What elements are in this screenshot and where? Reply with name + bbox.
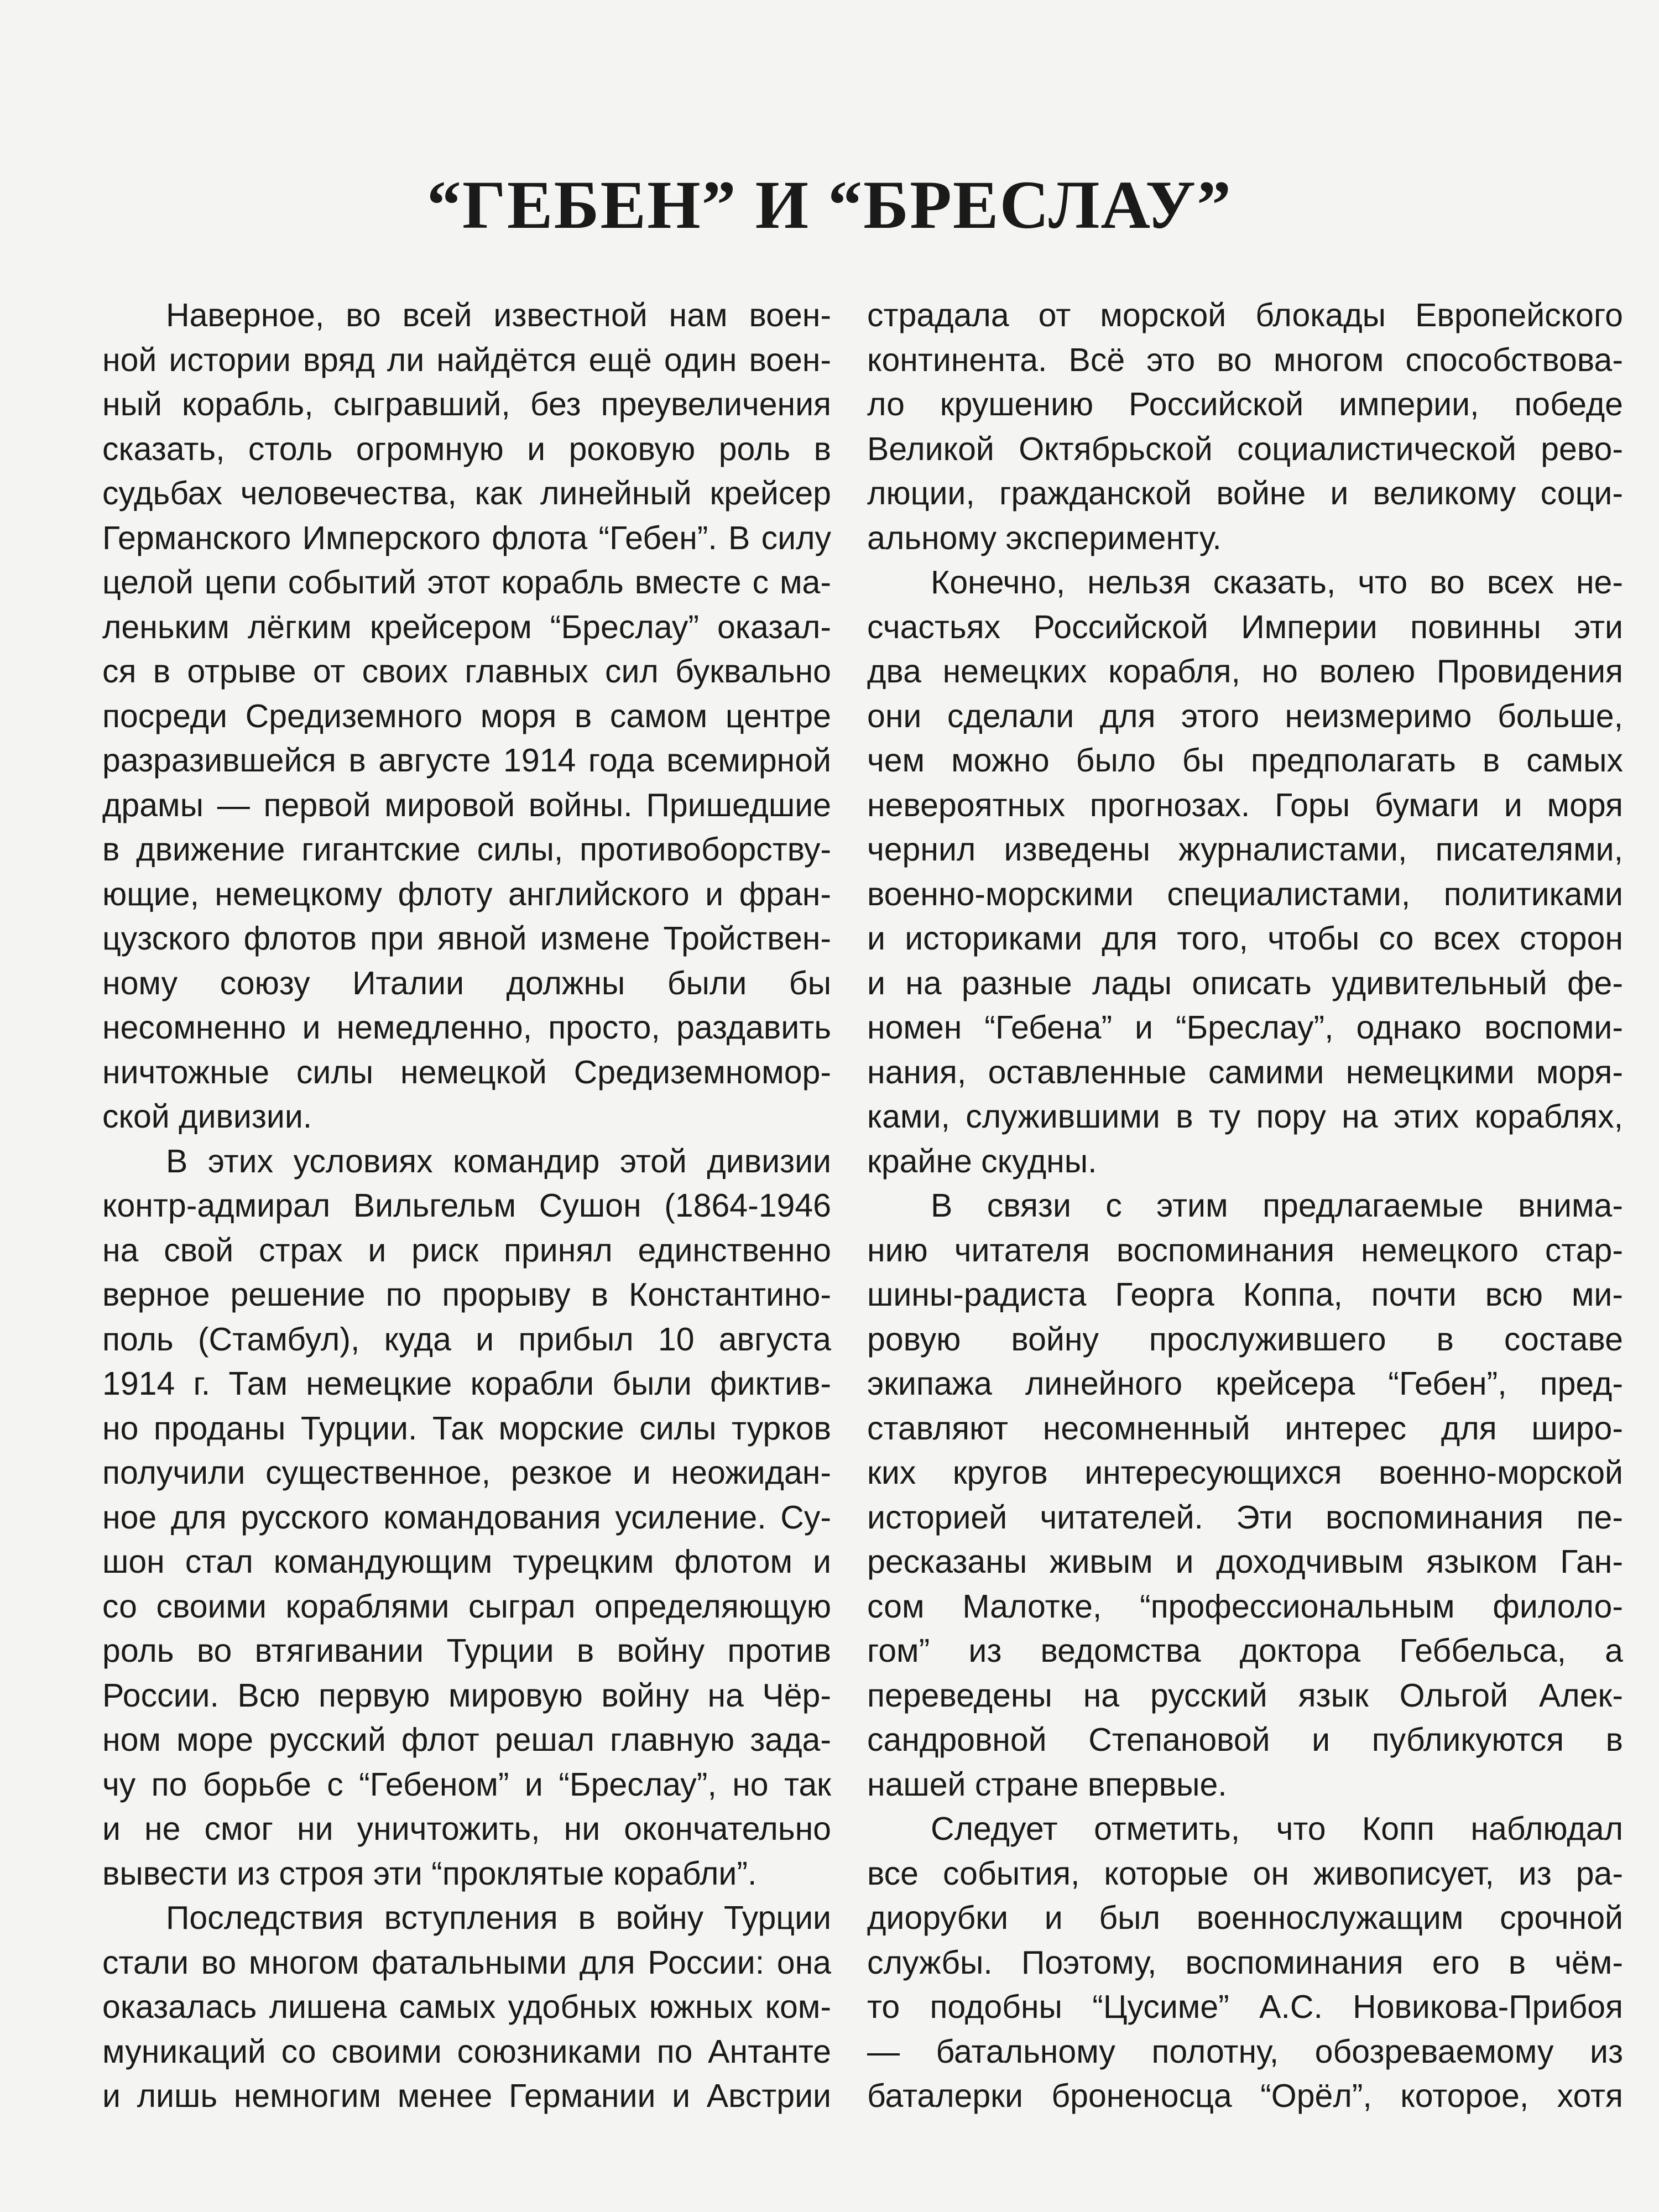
text-line: оказалась лишена самых удобных южных ком- — [102, 1989, 831, 2025]
text-line: службы. Поэтому, воспоминания его в чём- — [867, 1944, 1623, 1981]
text-line: ное для русского командования усиление. Су- — [102, 1499, 831, 1536]
text-line: Последствия вступления в войну Турции — [166, 1900, 831, 1936]
text-line: несомненно и немедленно, просто, раздавить — [102, 1009, 831, 1046]
text-line: номен “Гебена” и “Бреслау”, однако воспоми- — [867, 1009, 1623, 1046]
text-line: стали во многом фатальными для России: она — [102, 1944, 831, 1981]
text-line: получили существенное, резкое и неожидан- — [102, 1454, 831, 1491]
text-line: В связи с этим предлагаемые внима- — [931, 1187, 1623, 1224]
text-line: В этих условиях командир этой дивизии — [166, 1142, 831, 1180]
text-line: баталерки броненосца “Орёл”, которое, хотя — [867, 2078, 1623, 2114]
text-line: все события, которые он живописует, из ра- — [867, 1855, 1623, 1892]
text-line: 1914 г. Там немецкие корабли были фиктив- — [102, 1365, 831, 1402]
text-line: ками, служившими в ту пору на этих кораблях, — [867, 1098, 1623, 1135]
text-line: Германского Имперского флота “Гебен”. В силу — [102, 519, 831, 556]
text-line: ный корабль, сыгравший, без преувеличения — [102, 386, 831, 422]
text-line: ся в отрыве от своих главных сил буквально — [102, 653, 831, 690]
text-line: крайне скудны. — [867, 1142, 1097, 1180]
text-line: верное решение по прорыву в Константино- — [102, 1276, 831, 1313]
text-line: ких кругов интересующихся военно-морской — [867, 1454, 1623, 1491]
text-line: альному эксперименту. — [867, 519, 1222, 556]
text-line: страдала от морской блокады Европейского — [867, 297, 1623, 333]
text-line: цузского флотов при явной измене Тройствен- — [102, 920, 831, 957]
text-line: ющие, немецкому флоту английского и фран- — [102, 875, 831, 912]
text-line: судьбах человечества, как линейный крейсер — [102, 475, 831, 512]
text-line: ресказаны живым и доходчивым языком Ган- — [867, 1543, 1623, 1580]
text-line: — батальному полотну, обозреваемому из — [867, 2033, 1623, 2070]
text-line: но проданы Турции. Так морские силы турков — [102, 1410, 831, 1447]
text-line: и на разные лады описать удивительный фе- — [867, 964, 1623, 1001]
text-line: Следует отметить, что Копп наблюдал — [931, 1811, 1623, 1847]
text-line: ном море русский флот решал главную зада- — [102, 1721, 831, 1758]
text-line: чем можно было бы предполагать в самых — [867, 742, 1623, 779]
text-line: контр-адмирал Вильгельм Сушон (1864-1946 — [102, 1187, 831, 1224]
text-line: в движение гигантские силы, противоборству- — [102, 831, 831, 868]
text-line: леньким лёгким крейсером “Бреслау” оказал- — [102, 608, 831, 645]
text-line: они сделали для этого неизмеримо больше, — [867, 697, 1623, 734]
text-line: России. Всю первую мировую войну на Чёр- — [102, 1677, 831, 1714]
text-line: драмы — первой мировой войны. Пришедшие — [102, 786, 831, 823]
text-line: то подобны “Цусиме” А.С. Новикова-Прибоя — [867, 1989, 1623, 2025]
text-line: ставляют несомненный интерес для широ- — [867, 1410, 1623, 1447]
text-line: вывести из строя эти “проклятые корабли”. — [102, 1855, 757, 1892]
text-line: невероятных прогнозах. Горы бумаги и моря — [867, 786, 1623, 823]
left-column — [102, 293, 831, 2119]
text-line: военно-морскими специалистами, политиками — [867, 875, 1623, 912]
text-line: ному союзу Италии должны были бы — [102, 964, 831, 1001]
text-line: люции, гражданской войне и великому соци- — [867, 475, 1623, 512]
text-line: посреди Средиземного моря в самом центре — [102, 697, 831, 734]
text-line: счастьях Российской Империи повинны эти — [867, 608, 1623, 645]
text-line: муникаций со своими союзниками по Антанте — [102, 2033, 831, 2070]
text-line: чу по борьбе с “Гебеном” и “Бреслау”, но так — [102, 1766, 831, 1803]
text-line: Наверное, во всей известной нам воен- — [166, 297, 831, 333]
text-line: нания, оставленные самими немецкими моря- — [867, 1053, 1623, 1091]
text-line: Конечно, нельзя сказать, что во всех не- — [931, 564, 1623, 601]
text-line: ской дивизии. — [102, 1098, 312, 1135]
text-line: и не смог ни уничтожить, ни окончательно — [102, 1811, 831, 1847]
text-line: ничтожные силы немецкой Средиземномор- — [102, 1053, 831, 1091]
text-line: диорубки и был военнослужащим срочной — [867, 1900, 1623, 1936]
text-line: шины-радиста Георга Коппа, почти всю ми- — [867, 1276, 1623, 1313]
page-title: “ГЕБЕН” И “БРЕСЛАУ” — [426, 167, 1233, 243]
text-line: гом” из ведомства доктора Геббельса, а — [867, 1632, 1623, 1669]
text-line: ной истории вряд ли найдётся ещё один воен- — [102, 341, 831, 378]
text-line: нашей стране впервые. — [867, 1766, 1227, 1803]
text-line: два немецких корабля, но волею Провидения — [867, 653, 1623, 690]
right-column — [867, 293, 1623, 2119]
text-line: поль (Стамбул), куда и прибыл 10 августа — [102, 1321, 831, 1358]
text-line: и историками для того, чтобы со всех сторон — [867, 920, 1623, 957]
text-line: континента. Всё это во многом способствова- — [867, 341, 1623, 378]
text-line: экипажа линейного крейсера “Гебен”, пред- — [867, 1365, 1623, 1402]
text-line: сандровной Степановой и публикуются в — [867, 1721, 1623, 1758]
text-line: шон стал командующим турецким флотом и — [102, 1543, 831, 1580]
text-line: и лишь немногим менее Германии и Австрии — [102, 2078, 831, 2114]
text-line: историей читателей. Эти воспоминания пе- — [867, 1499, 1623, 1536]
text-line: ло крушению Российской империи, победе — [867, 386, 1623, 422]
text-line: чернил изведены журналистами, писателями, — [867, 831, 1623, 868]
text-line: ровую войну прослужившего в составе — [867, 1321, 1623, 1358]
text-line: переведены на русский язык Ольгой Алек- — [867, 1677, 1623, 1714]
text-line: нию читателя воспоминания немецкого стар- — [867, 1232, 1623, 1269]
text-line: Великой Октябрьской социалистической рево- — [867, 430, 1623, 467]
text-line: сом Малотке, “профессиональным филоло- — [867, 1588, 1623, 1625]
text-line: целой цепи событий этот корабль вместе с ма- — [102, 564, 831, 601]
text-line: разразившейся в августе 1914 года всемирной — [102, 742, 831, 779]
text-line: роль во втягивании Турции в войну против — [102, 1632, 831, 1669]
text-line: со своими кораблями сыграл определяющую — [102, 1588, 831, 1625]
text-line: сказать, столь огромную и роковую роль в — [102, 430, 831, 467]
text-line: на свой страх и риск принял единственно — [102, 1232, 831, 1269]
